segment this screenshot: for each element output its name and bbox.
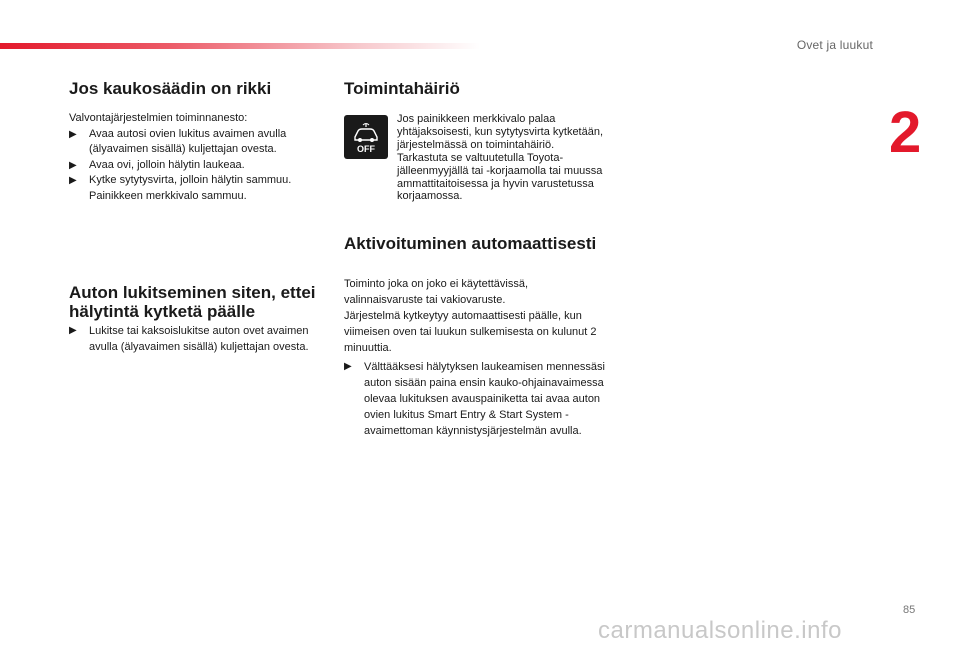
list-item (69, 323, 309, 355)
bullet-icon: ▶︎ (69, 128, 77, 140)
heading-lock-without-alarm: Auton lukitseminen siten, ettei hälytintä kytketä päälle (69, 283, 316, 321)
lock-without-alarm-section (69, 323, 309, 355)
bullet-icon: ▶︎ (69, 159, 77, 171)
list-item-text: Lukitse tai kaksoislukitse auton ovet avaimen avulla (älyavaimen sisällä) kuljettajan ovesta. (89, 325, 309, 353)
malfunction-text: Jos painikkeen merkkivalo palaa yhtäjaksoisesti, kun sytytysvirta kytketään, järjestelmässä on toimintahäiriö. (397, 113, 604, 151)
watermark: carmanualsonline.info (598, 617, 842, 644)
remote-broken-section (69, 111, 329, 204)
bullet-icon: ▶︎ (69, 325, 77, 336)
heading-auto-activation: Aktivoituminen automaattisesti (344, 234, 597, 253)
page-number: 85 (903, 604, 916, 616)
list-item (344, 359, 609, 439)
icon-off-label: OFF (357, 144, 375, 154)
car-alarm-off-icon (344, 115, 388, 159)
auto-activation-text: Järjestelmä kytkeytyy automaattisesti päälle, kun viimeisen oven tai luukun sulkemisesta on kulunut 2 minuuttia. (344, 310, 597, 354)
heading-remote-broken: Jos kaukosäädin on rikki (69, 79, 272, 98)
list-item-text: Välttääksesi hälytyksen laukeamisen mennessäsi auton sisään paina ensin kauko-ohjainavaimessa olevaa lukituksen avauspainiketta tai avaa auton ovien lukitus Smart Entry & Start System -avaimettoman käynnistysjärjestelmän avulla. (364, 361, 605, 437)
list-item-text: Avaa autosi ovien lukitus avaimen avulla (älyavaimen sisällä) kuljettajan ovesta. (89, 127, 287, 155)
availability-text: Toiminto joka on joko ei käytettävissä, valinnaisvaruste tai vakiovaruste. (344, 278, 529, 306)
section-title: Ovet ja luukut (796, 38, 873, 52)
malfunction-section (397, 113, 607, 203)
bullet-icon: ▶︎ (344, 361, 352, 372)
intro-text: Valvontajärjestelmien toiminnanesto: (69, 112, 248, 124)
list-item (69, 173, 329, 204)
list-item-text: Avaa ovi, jolloin hälytin laukeaa. (89, 158, 245, 171)
list-item (69, 158, 329, 174)
avoid-alarm-section (344, 359, 609, 439)
heading-malfunction: Toimintahäiriö (344, 79, 460, 98)
list-item (69, 127, 329, 158)
chapter-number: 2 (889, 100, 922, 165)
malfunction-advice: Tarkastuta se valtuutetulla Toyota-jälleenmyyjällä tai -korjaamolla tai muussa ammattitaitoisessa ja hyvin varustetussa korjaamossa. (397, 151, 603, 203)
header-accent-bar (0, 43, 480, 49)
bullet-icon: ▶︎ (69, 175, 77, 186)
list-item-text: Kytke sytytysvirta, jolloin hälytin sammuu. Painikkeen merkkivalo sammuu. (89, 174, 292, 202)
auto-activation-section (344, 276, 606, 356)
